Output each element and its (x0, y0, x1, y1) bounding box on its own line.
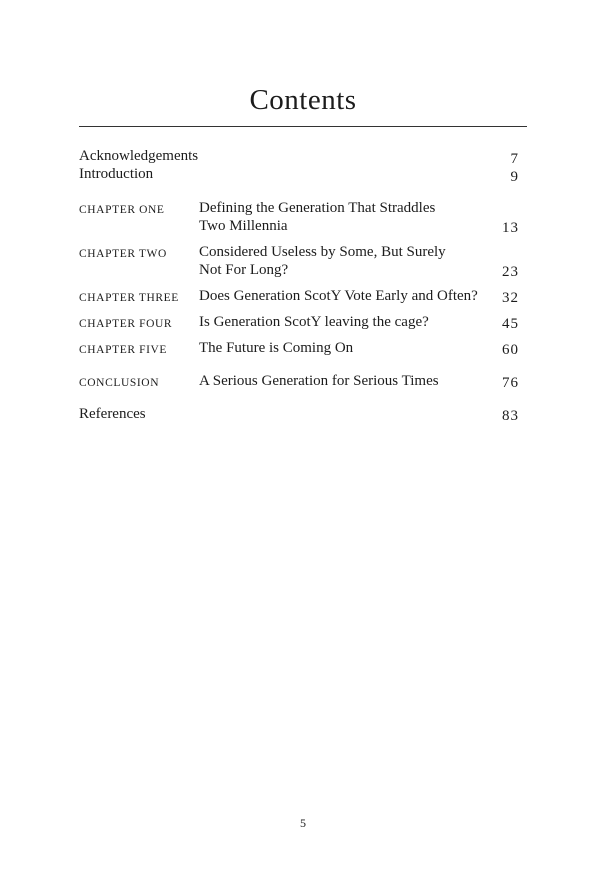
chapter-page: 23 (502, 264, 519, 280)
toc-entry-label: Acknowledgements (79, 148, 199, 164)
chapter-title-line: A Serious Generation for Serious Times (199, 373, 439, 389)
chapter-label: CHAPTER FOUR (79, 318, 173, 330)
chapter-title (199, 372, 439, 390)
chapter-page: 76 (502, 375, 519, 391)
chapter-title-line: Does Generation ScotY Vote Early and Often? (199, 288, 478, 304)
chapter-title-line: The Future is Coming On (199, 340, 354, 356)
chapter-label: CHAPTER THREE (79, 292, 179, 304)
chapter-page: 13 (502, 220, 519, 236)
page-title: Contents (249, 84, 357, 116)
chapter-label: CHAPTER FIVE (79, 344, 168, 356)
chapter-title (199, 313, 429, 331)
chapter-label: CHAPTER TWO (79, 248, 167, 260)
chapter-page: 45 (502, 316, 519, 332)
chapter-title-line: Defining the Generation That Straddles (199, 200, 436, 216)
toc-entry-page: 9 (510, 169, 519, 185)
chapter-title (199, 339, 353, 357)
toc-entry-label: Introduction (79, 166, 154, 182)
toc-entry-label: References (79, 406, 146, 422)
chapter-page: 60 (502, 342, 519, 358)
chapter-label: CONCLUSION (79, 377, 160, 389)
chapter-title (199, 287, 478, 305)
page-number: 5 (300, 816, 306, 830)
chapter-title (199, 199, 435, 235)
title-rule (79, 126, 527, 127)
toc-entry-page: 7 (510, 151, 519, 167)
chapter-label: CHAPTER ONE (79, 204, 165, 216)
chapter-title-line: Not For Long? (199, 262, 289, 278)
toc-entry-page: 83 (502, 408, 519, 424)
chapter-page: 32 (502, 290, 519, 306)
chapter-title-line: Is Generation ScotY leaving the cage? (199, 314, 429, 330)
chapter-title (199, 243, 446, 279)
chapter-title-line: Considered Useless by Some, But Surely (199, 244, 446, 260)
chapter-title-line: Two Millennia (199, 218, 288, 234)
